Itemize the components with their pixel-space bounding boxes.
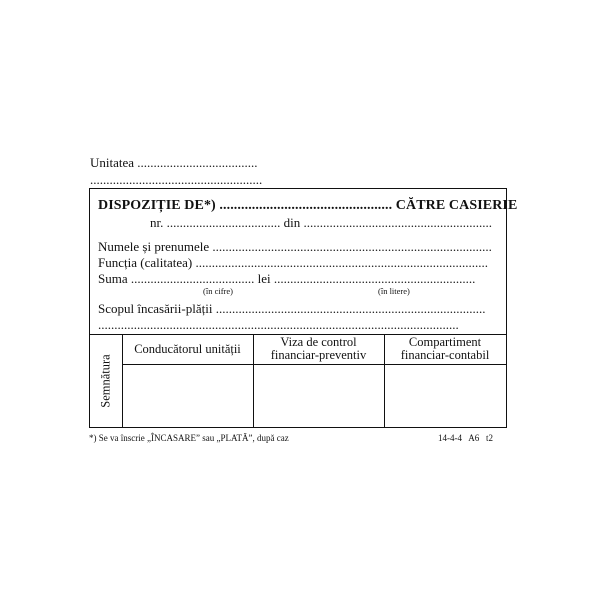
unit-second-line: ..................................................... bbox=[90, 172, 263, 187]
payment-disposition-form bbox=[89, 188, 518, 428]
purpose-dots-line: ............................................................................................................... bbox=[98, 317, 459, 332]
unitatea-line: Unitatea ..................................... bbox=[90, 155, 258, 170]
form-title: DISPOZIȚIE DE*) ................................................ CĂTRE CASIERIE bbox=[98, 198, 518, 213]
header-divider bbox=[122, 364, 506, 365]
number-date-line: nr. ................................... din .......................................................... bbox=[150, 215, 492, 230]
col-head-accounting bbox=[384, 336, 506, 362]
function-line: Funcția (calitatea) .......................................................................................... bbox=[98, 255, 488, 270]
signature-label: Semnătura bbox=[98, 354, 113, 408]
name-line: Numele și prenumele ...................................................................................... bbox=[98, 239, 492, 254]
form-code: 14-4-4 A6 t2 bbox=[438, 433, 493, 443]
col-head-manager: Conducătorul unității bbox=[134, 342, 241, 356]
footnote: *) Se va înscrie „ÎNCASARE” sau „PLATĂ”, după caz bbox=[89, 433, 289, 443]
col-head-control bbox=[253, 336, 384, 362]
col-head-accounting-line1: Compartiment bbox=[408, 335, 482, 349]
col-head-control-line2: financiar-preventiv bbox=[270, 348, 367, 362]
col-head-accounting-line2: financiar-contabil bbox=[400, 348, 490, 362]
sum-line: Suma ...................................... lei .............................................................. bbox=[98, 271, 476, 286]
signature-table bbox=[90, 334, 506, 428]
sum-letters-hint: (în litere) bbox=[378, 286, 410, 296]
purpose-line: Scopul încasării-plății ................................................................................... bbox=[98, 301, 486, 316]
col-head-control-line1: Viza de control bbox=[280, 335, 357, 349]
sum-digits-hint: (în cifre) bbox=[203, 286, 233, 296]
